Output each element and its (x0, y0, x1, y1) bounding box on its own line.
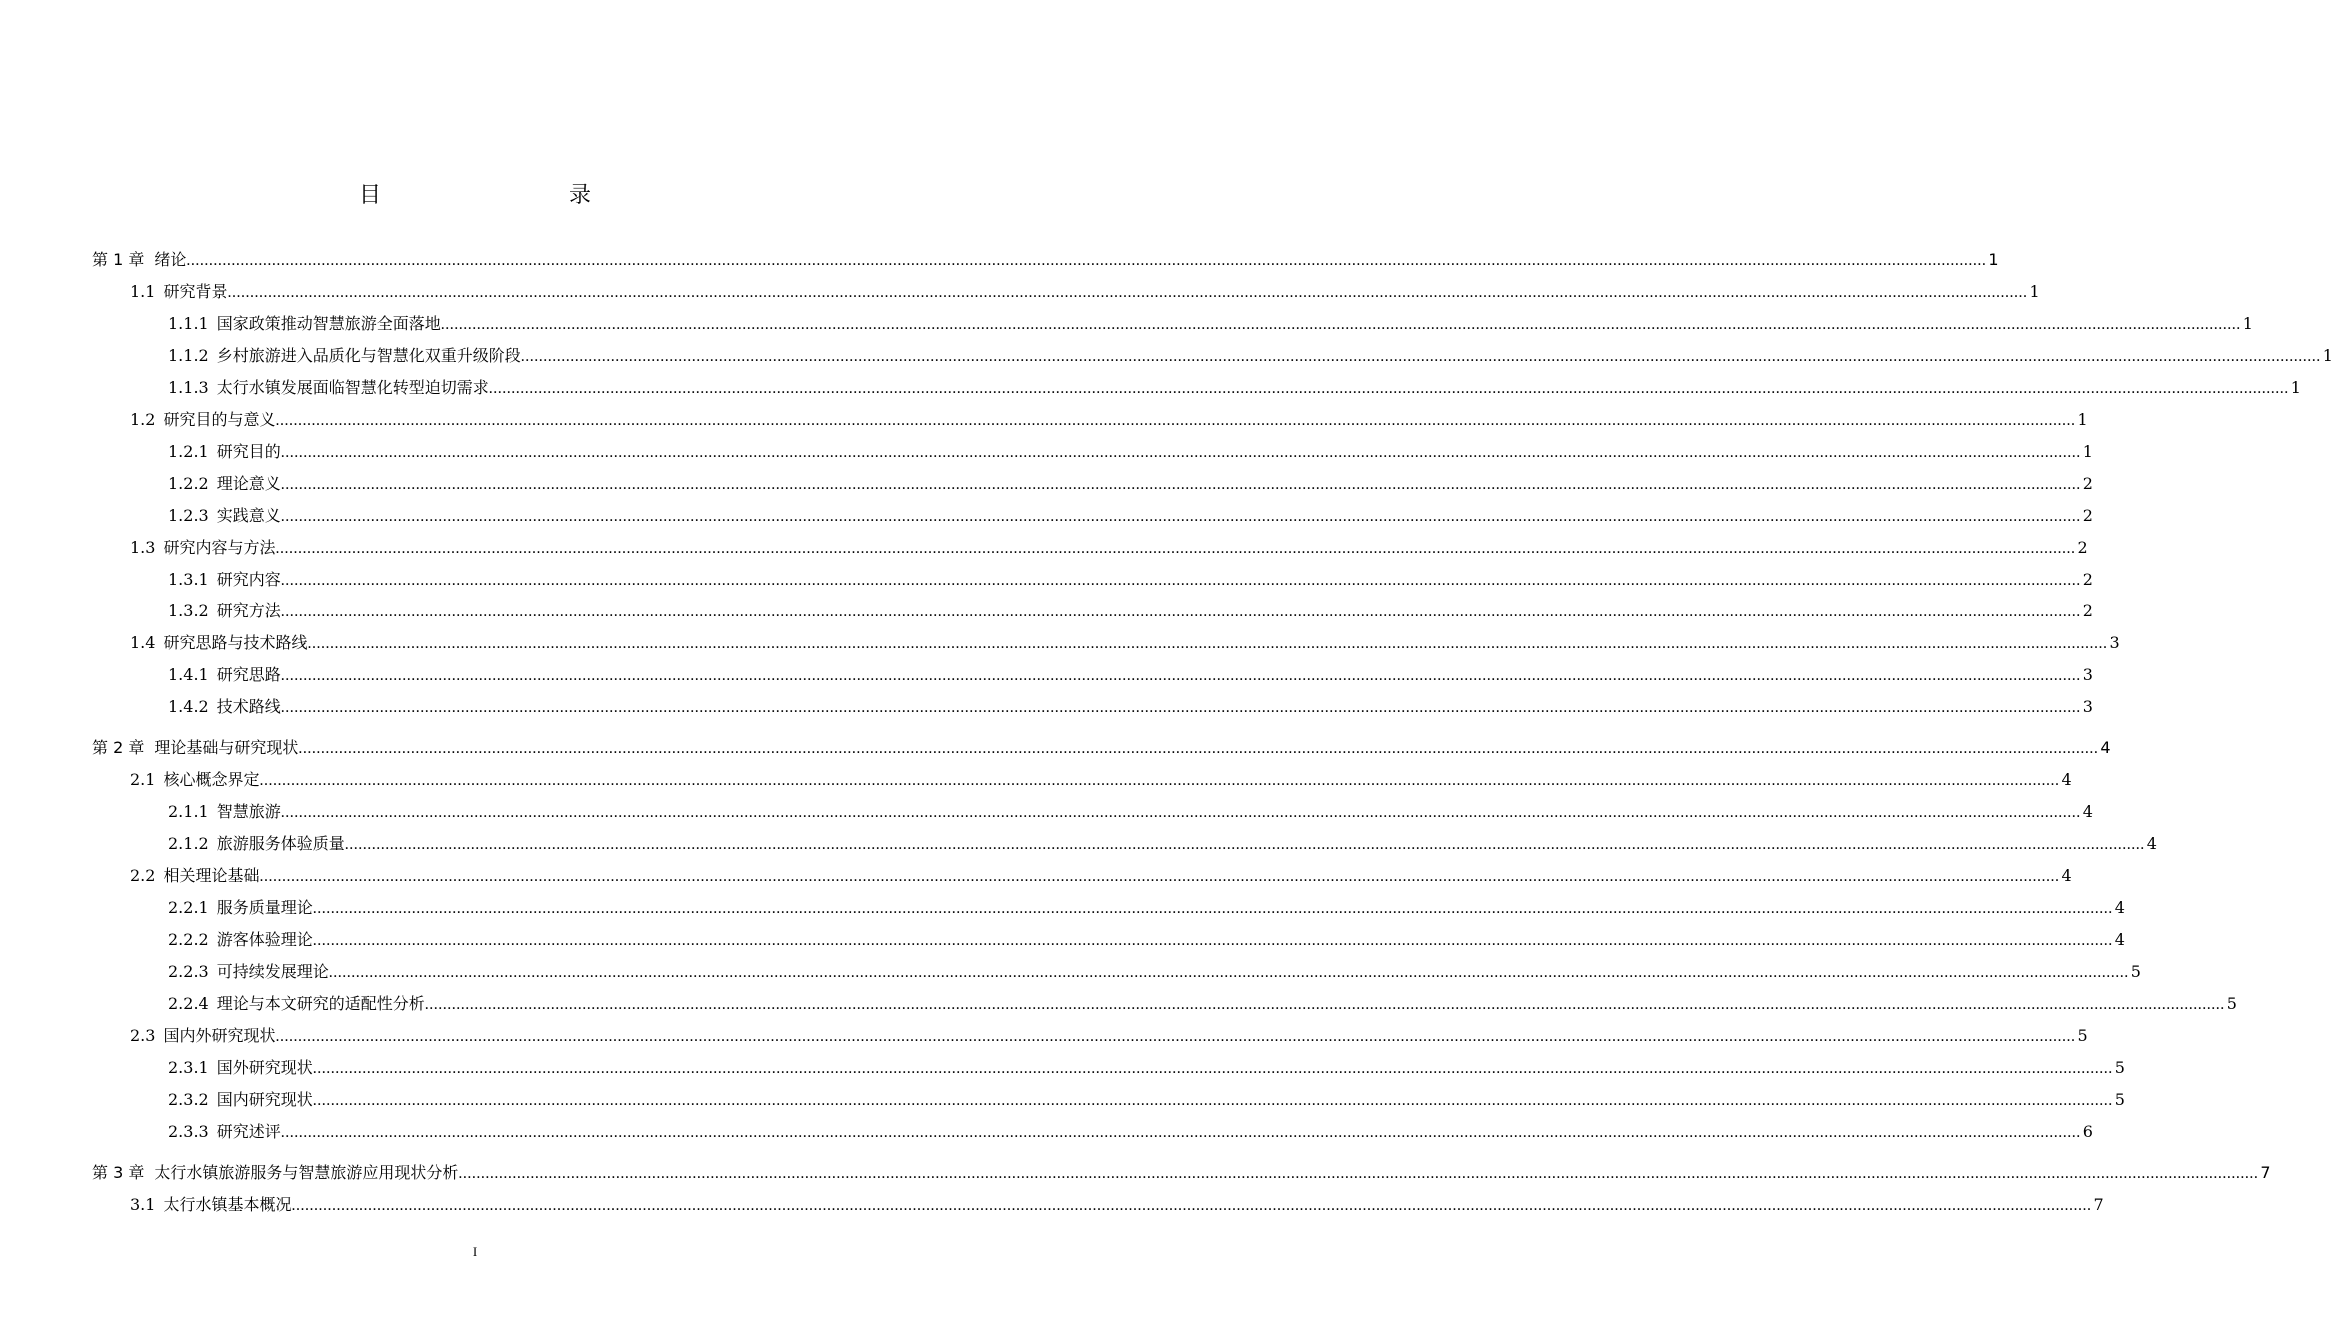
toc-leader-dots: ................................................................................................................................................................................................................................................................................................................................................................................................................ (275, 1027, 2076, 1045)
toc-entry[interactable] (168, 344, 2333, 368)
toc-entry-number: 1.1 (130, 281, 156, 301)
toc-entry[interactable] (168, 663, 2093, 687)
toc-entry[interactable] (168, 960, 2141, 984)
toc-entry-number: 1.2.3 (168, 505, 209, 525)
toc-entry-number: 第 1 章 (92, 250, 145, 269)
toc-leader-dots: ................................................................................................................................................................................................................................................................................................................................................................................................................ (280, 443, 2081, 461)
toc-entry-title: 研究目的与意义 (163, 409, 276, 429)
toc-entry[interactable] (168, 440, 2093, 464)
toc-entry-page: 2 (2077, 537, 2088, 557)
toc-leader-dots: ................................................................................................................................................................................................................................................................................................................................................................................................................ (291, 1196, 2092, 1214)
toc-entry-number: 2.2.3 (168, 961, 209, 981)
toc-leader-dots: ................................................................................................................................................................................................................................................................................................................................................................................................................ (227, 283, 2028, 301)
toc-entry-page: 2 (2082, 569, 2093, 589)
toc-entry-title: 相关理论基础 (163, 866, 260, 886)
toc-entry-number: 2.1.1 (168, 802, 209, 822)
toc-entry-title: 理论意义 (216, 473, 281, 493)
toc-entry-number: 第 2 章 (92, 738, 145, 758)
toc-leader-dots: ................................................................................................................................................................................................................................................................................................................................................................................................................ (259, 868, 2060, 886)
toc-leader-dots: ................................................................................................................................................................................................................................................................................................................................................................................................................ (458, 1164, 2259, 1182)
toc-entry-number: 第 3 章 (92, 1162, 145, 1182)
toc-entry-page: 4 (2114, 898, 2125, 917)
toc-entry[interactable] (130, 536, 2088, 560)
toc-entry-page: 4 (2100, 738, 2111, 758)
toc-entry[interactable] (168, 1056, 2125, 1080)
toc-entry-number: 1.3 (130, 537, 156, 557)
toc-entry-title: 核心概念界定 (163, 770, 260, 790)
toc-entry-title: 旅游服务体验质量 (216, 834, 345, 854)
toc-leader-dots: ................................................................................................................................................................................................................................................................................................................................................................................................................ (520, 347, 2321, 365)
toc-leader-dots: ................................................................................................................................................................................................................................................................................................................................................................................................................ (280, 603, 2081, 621)
toc-entry[interactable] (168, 695, 2093, 719)
toc-entry-page: 3 (2082, 697, 2093, 717)
toc-entry[interactable] (130, 1024, 2088, 1048)
toc-entry-number: 3.1 (130, 1194, 156, 1214)
toc-leader-dots: ................................................................................................................................................................................................................................................................................................................................................................................................................ (280, 804, 2081, 822)
toc-entry-title: 实践意义 (216, 505, 281, 525)
toc-entry[interactable] (130, 280, 2040, 304)
toc-entry-page: 3 (2082, 665, 2093, 685)
toc-leader-dots: ................................................................................................................................................................................................................................................................................................................................................................................................................ (488, 379, 2289, 397)
toc-leader-dots: ................................................................................................................................................................................................................................................................................................................................................................................................................ (312, 931, 2113, 949)
toc-entry-title: 太行水镇旅游服务与智慧旅游应用现状分析 (154, 1162, 459, 1182)
toc-entry[interactable] (130, 768, 2072, 792)
toc-entry-title: 国家政策推动智慧旅游全面落地 (216, 313, 441, 333)
toc-entry-page: 5 (2114, 1089, 2125, 1109)
toc-entry-page: 2 (2082, 601, 2093, 621)
toc-entry-number: 2.2.1 (168, 898, 209, 917)
toc-leader-dots: ................................................................................................................................................................................................................................................................................................................................................................................................................ (280, 571, 2081, 589)
toc-entry-page: 5 (2077, 1025, 2088, 1045)
toc-entry-number: 1.2 (130, 409, 156, 429)
toc-entry-page: 4 (2114, 929, 2125, 949)
toc-entry-title: 太行水镇基本概况 (163, 1194, 292, 1214)
toc-entry[interactable] (168, 800, 2093, 824)
toc-entry[interactable] (168, 568, 2093, 592)
toc-entry[interactable] (130, 864, 2072, 888)
toc-leader-dots: ................................................................................................................................................................................................................................................................................................................................................................................................................ (280, 699, 2081, 717)
toc-entry-number: 1.1.2 (168, 345, 209, 365)
toc-entry-number: 1.4.2 (168, 697, 209, 717)
toc-entry-page: 4 (2082, 802, 2093, 822)
toc-entry[interactable] (168, 599, 2093, 623)
toc-entry-number: 1.1.1 (168, 313, 209, 333)
toc-entry-page: 4 (2061, 866, 2072, 886)
toc-entry-page: 6 (2082, 1121, 2093, 1141)
toc-entry-number: 2.2.4 (168, 993, 209, 1013)
toc-entry[interactable] (168, 312, 2253, 336)
toc-entry[interactable] (92, 736, 2111, 760)
toc-leader-dots: ................................................................................................................................................................................................................................................................................................................................................................................................................ (259, 772, 2060, 790)
toc-entry[interactable] (130, 631, 2120, 655)
toc-entry-page: 7 (2093, 1194, 2104, 1214)
toc-entry[interactable] (168, 1120, 2093, 1144)
toc-entry-title: 理论基础与研究现状 (154, 738, 299, 758)
toc-entry-title: 研究思路 (216, 665, 281, 685)
toc-entry-title: 绪论 (154, 250, 187, 269)
toc-entry-number: 2.3.2 (168, 1089, 209, 1109)
toc-leader-dots: ................................................................................................................................................................................................................................................................................................................................................................................................................ (275, 411, 2076, 429)
toc-entry-title: 研究目的 (216, 441, 281, 461)
toc-entry-number: 1.3.1 (168, 569, 209, 589)
toc-entry-page: 1 (1988, 250, 1999, 269)
toc-entry-number: 1.1.3 (168, 377, 209, 397)
toc-entry-title: 研究内容与方法 (163, 537, 276, 557)
toc-entry-title: 理论与本文研究的适配性分析 (216, 993, 425, 1013)
toc-entry-title: 研究方法 (216, 601, 281, 621)
toc-entry-title: 研究述评 (216, 1121, 281, 1141)
toc-entry-title: 研究内容 (216, 569, 281, 589)
toc-entry-page: 1 (2082, 441, 2093, 461)
toc-entry-number: 1.4 (130, 633, 156, 653)
toc-entry-page: 1 (2242, 313, 2253, 333)
toc-entry-title: 技术路线 (216, 697, 281, 717)
toc-entry-title: 研究背景 (163, 281, 228, 301)
toc-leader-dots: ................................................................................................................................................................................................................................................................................................................................................................................................................ (298, 740, 2099, 758)
toc-entry-number: 1.2.1 (168, 441, 209, 461)
toc-entry-page: 2 (2082, 505, 2093, 525)
toc-leader-dots: ................................................................................................................................................................................................................................................................................................................................................................................................................ (307, 635, 2108, 653)
toc-entry-title: 国内外研究现状 (163, 1025, 276, 1045)
toc-leader-dots: ................................................................................................................................................................................................................................................................................................................................................................................................................ (280, 507, 2081, 525)
toc-leader-dots: ................................................................................................................................................................................................................................................................................................................................................................................................................ (440, 315, 2241, 333)
toc-entry-page: 2 (2082, 473, 2093, 493)
toc-entry[interactable] (130, 408, 2088, 432)
toc-entry-number: 2.1.2 (168, 834, 209, 854)
toc-entry-page: 4 (2061, 770, 2072, 790)
toc-entry-page: 4 (2146, 834, 2157, 854)
toc-entry-page: 5 (2226, 993, 2237, 1013)
toc-entry[interactable] (168, 472, 2093, 496)
toc-entry[interactable] (168, 1088, 2125, 1112)
toc-leader-dots: ................................................................................................................................................................................................................................................................................................................................................................................................................ (312, 1091, 2113, 1109)
toc-entry-number: 2.1 (130, 770, 156, 790)
toc-leader-dots: ................................................................................................................................................................................................................................................................................................................................................................................................................ (280, 667, 2081, 685)
toc-entry[interactable] (168, 504, 2093, 528)
toc-entry-page: 7 (2260, 1162, 2271, 1182)
toc-entry-page: 5 (2130, 961, 2141, 981)
toc-entry-title: 国内研究现状 (216, 1089, 313, 1109)
toc-leader-dots: ................................................................................................................................................................................................................................................................................................................................................................................................................ (312, 1059, 2113, 1077)
toc-entry-page: 3 (2109, 633, 2120, 653)
toc-leader-dots: ................................................................................................................................................................................................................................................................................................................................................................................................................ (280, 1123, 2081, 1141)
toc-entry-page: 1 (2322, 345, 2333, 365)
toc-entry[interactable] (168, 928, 2125, 952)
toc-entry[interactable] (92, 248, 1999, 272)
toc-entry[interactable] (168, 992, 2237, 1016)
toc-entry-title: 游客体验理论 (216, 929, 313, 949)
page-number-footer: I (472, 1244, 478, 1259)
toc-entry-number: 2.3.1 (168, 1057, 209, 1077)
toc-entry-number: 1.3.2 (168, 601, 209, 621)
toc-entry-title: 乡村旅游进入品质化与智慧化双重升级阶段 (216, 345, 521, 365)
toc-entry-page: 1 (2077, 409, 2088, 429)
toc-entry[interactable] (92, 1161, 2271, 1185)
toc-entry-page: 5 (2114, 1057, 2125, 1077)
toc-entry-title: 国外研究现状 (216, 1057, 313, 1077)
toc-leader-dots: ................................................................................................................................................................................................................................................................................................................................................................................................................ (280, 475, 2081, 493)
toc-entry[interactable] (130, 1193, 2104, 1217)
toc-entry-number: 2.3.3 (168, 1121, 209, 1141)
toc-entry-title: 智慧旅游 (216, 802, 281, 822)
toc-leader-dots: ................................................................................................................................................................................................................................................................................................................................................................................................................ (186, 252, 1987, 269)
toc-entry-number: 1.2.2 (168, 473, 209, 493)
toc-entry-title: 可持续发展理论 (216, 961, 329, 981)
toc-leader-dots: ................................................................................................................................................................................................................................................................................................................................................................................................................ (312, 900, 2113, 917)
toc-leader-dots: ................................................................................................................................................................................................................................................................................................................................................................................................................ (275, 539, 2076, 557)
toc-entry[interactable] (168, 896, 2125, 920)
toc-entry-title: 太行水镇发展面临智慧化转型迫切需求 (216, 377, 489, 397)
toc-heading: 目 录 (358, 183, 639, 208)
toc-entry-title: 服务质量理论 (216, 898, 313, 917)
toc-entry-page: 1 (2029, 281, 2040, 301)
toc-entry-number: 1.4.1 (168, 665, 209, 685)
toc-leader-dots: ................................................................................................................................................................................................................................................................................................................................................................................................................ (424, 995, 2225, 1013)
toc-entry[interactable] (168, 832, 2157, 856)
toc-entry-number: 2.2.2 (168, 929, 209, 949)
toc-entry-page: 1 (2290, 377, 2301, 397)
toc-entry-number: 2.2 (130, 866, 156, 886)
toc-entry-number: 2.3 (130, 1025, 156, 1045)
toc-leader-dots: ................................................................................................................................................................................................................................................................................................................................................................................................................ (344, 836, 2145, 854)
toc-leader-dots: ................................................................................................................................................................................................................................................................................................................................................................................................................ (328, 963, 2129, 981)
toc-entry[interactable] (168, 376, 2301, 400)
toc-entry-title: 研究思路与技术路线 (163, 633, 308, 653)
